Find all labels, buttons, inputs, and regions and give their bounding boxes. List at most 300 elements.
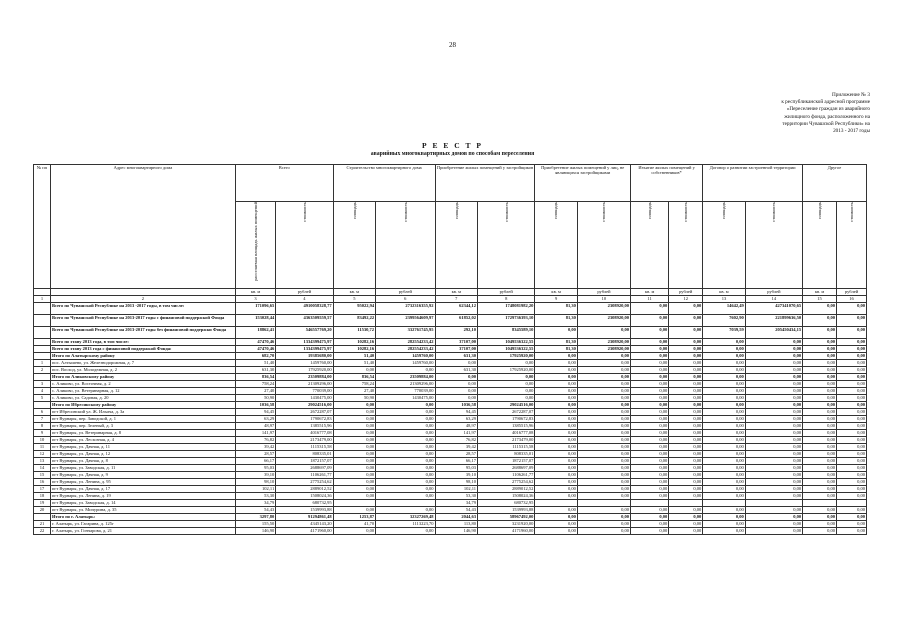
subheader-cell: площадь [435,202,477,289]
table-cell: 0,00 [803,423,837,430]
table-cell: 0,00 [703,339,745,346]
table-cell: 0,00 [669,303,703,315]
table-cell: 0,00 [745,409,802,416]
table-cell: 13 [34,458,51,465]
table-cell: 0,00 [803,479,837,486]
table-cell: Итого по г. Алатырь: [50,514,235,521]
table-cell: 0,00 [703,388,745,395]
table-cell: 0,00 [630,507,668,514]
table-cell: 0,00 [703,479,745,486]
table-cell: 23509884,00 [376,374,435,381]
page-number: 28 [449,41,456,49]
table-row [34,437,867,444]
table-cell: 4016777,08 [276,430,333,437]
table-cell: 0,00 [577,528,630,535]
table-cell: 37107,00 [435,339,477,346]
table-cell: 0,00 [535,416,577,423]
table-cell: 21309296,00 [276,381,333,388]
table-cell: 50,90 [333,395,375,402]
table-cell: 0,00 [803,374,837,381]
table-cell: 680732,95 [478,500,535,507]
table-cell: 0,00 [535,479,577,486]
table-cell: 0,00 [333,507,375,514]
table-cell: 0,00 [803,465,837,472]
table-cell: 113,80 [435,521,477,528]
table-cell: 0,00 [803,444,837,451]
table-cell: 98,10 [435,479,477,486]
appendix-line: территории Чувашской Республики» на [782,120,870,127]
table-cell [34,353,51,360]
table-cell: 10 [34,437,51,444]
table-cell: 0,00 [703,346,745,353]
table-cell: 0,00 [703,430,745,437]
table-cell: 0,00 [837,437,867,444]
table-cell: 81,30 [535,303,577,315]
table-cell: 0,00 [577,444,630,451]
table-cell: 0,00 [837,472,867,479]
table-cell: 1106261,77 [276,472,333,479]
table-cell: 0,00 [478,360,535,367]
table-cell: 1334399475,97 [276,346,333,353]
table-cell: 0,00 [577,423,630,430]
registry-table [33,164,867,535]
table-cell: кв. м [535,289,577,296]
table-cell: 0,00 [803,521,837,528]
table-cell: 1508024,36 [276,493,333,500]
table-cell: кв. м [703,289,745,296]
table-cell: 0,00 [376,402,435,409]
table-cell: 0,00 [703,458,745,465]
table-cell: 2889012,52 [478,486,535,493]
table-cell: г. Алатырь, ул. Гагарина, д. 125г [50,521,235,528]
table-cell: 0,00 [745,374,802,381]
table-cell: пос. Алтышево, ул. Железнодорожная, д. 7 [50,360,235,367]
subheader-cell: стоимость [276,202,333,289]
appendix-note [690,92,870,135]
table-cell: 5 [333,296,375,303]
table-cell: Всего по этапу 2013 года, в том числе: [50,339,235,346]
table-cell: Всего по Чувашской Республике на 2013-2017 годы с финансовой поддержкой Фонда [50,315,235,327]
table-cell: кв. м [630,289,668,296]
table-cell [34,339,51,346]
table-cell: 0,00 [669,409,703,416]
table-cell: 0,00 [630,514,668,521]
table-cell: 39,10 [435,472,477,479]
table-row [34,479,867,486]
table-cell: 0,00 [669,521,703,528]
table-cell: 0,00 [535,402,577,409]
table-cell: 83492,22 [333,315,375,327]
table-cell: 66,17 [235,458,275,465]
table-cell: 14 [34,465,51,472]
table-cell: 41,70 [333,521,375,528]
table-cell: 631,30 [435,353,477,360]
table-cell: 0,00 [630,458,668,465]
table-cell: 0,00 [703,374,745,381]
table-cell: 0,00 [535,327,577,339]
table-cell: 102,11 [435,486,477,493]
table-cell: 0,00 [577,353,630,360]
table-cell: 146,90 [235,528,275,535]
table-cell: 0,00 [333,458,375,465]
table-cell: рублей [837,289,867,296]
table-cell: рублей [276,289,333,296]
table-cell: 4910058328,77 [276,303,333,315]
table-cell: Всего по этапу 2013 года с финансовой поддержкой Фонда: [50,346,235,353]
table-cell: 0,00 [577,472,630,479]
col-header-total: Всего [235,165,333,202]
table-cell: 2889012,52 [276,486,333,493]
table-row [34,500,867,507]
table-cell: 1049536322,55 [478,346,535,353]
table-cell: 0,00 [333,493,375,500]
table-cell: 0,00 [703,493,745,500]
table-cell: 7602,90 [703,315,745,327]
table-cell: 0,00 [630,388,668,395]
table-cell: 0,00 [745,479,802,486]
col-header-other: Другое [803,165,867,202]
table-cell: пгт Вурнары, ул. Заводская, д. 11 [50,465,235,472]
table-cell: 1385515,96 [478,423,535,430]
table-cell: 0,00 [630,423,668,430]
table-cell: 0,00 [745,395,802,402]
table-cell: 0,00 [669,479,703,486]
table-cell [630,500,668,507]
table-cell: 14642,49 [703,303,745,315]
table-cell: 23509884,00 [276,374,333,381]
table-cell: 0,00 [669,451,703,458]
table-cell: пгт Вурнары, ул. Дачная, д. 12 [50,451,235,458]
table-cell: 682,70 [235,353,275,360]
table-cell: 0,00 [630,339,668,346]
table-cell: 0,00 [803,486,837,493]
table-cell: 0,00 [837,423,867,430]
table-cell: 0,00 [669,430,703,437]
table-cell: 48,97 [235,423,275,430]
table-cell: 17925920,00 [478,353,535,360]
table-cell: 0,00 [703,360,745,367]
table-cell: 0,00 [669,465,703,472]
table-cell: 2173479,00 [478,437,535,444]
table-cell: 0,00 [577,521,630,528]
table-cell: 94,45 [235,409,275,416]
table-cell: 2173479,00 [276,437,333,444]
table-cell: 1872157,07 [276,458,333,465]
table-cell: 221899636,50 [745,315,802,327]
table-cell [34,402,51,409]
table-cell: 0,00 [803,360,837,367]
subheader-cell: стоимость [745,202,802,289]
table-cell [34,374,51,381]
table-cell: 0,00 [333,437,375,444]
table-cell: Итого по Аликовскому району [50,374,235,381]
table-cell: 21309296,00 [376,381,435,388]
table-cell: 0,00 [837,486,867,493]
table-cell: 0,00 [669,367,703,374]
table-cell: 95,03 [235,465,275,472]
table-cell: 0,00 [803,303,837,315]
table-cell: 0,00 [703,353,745,360]
table-cell: 1748081982,20 [478,303,535,315]
table-row [34,521,867,528]
table-cell: 10282,16 [333,346,375,353]
table-cell: 0,00 [745,493,802,500]
table-cell: 15 [34,472,51,479]
table-cell: 0,00 [535,409,577,416]
table-cell: 0,00 [837,374,867,381]
table-row [34,486,867,493]
table-cell: 3231920,00 [478,521,535,528]
table-cell: 27,40 [333,388,375,395]
subheader-cell: стоимость [376,202,435,289]
table-cell: кв. м [803,289,837,296]
table-cell: 47470,46 [235,346,275,353]
table-cell: г. Алатырь, ул. Гончарова, д. 21 [50,528,235,535]
table-cell: 2308920,00 [577,315,630,327]
table-cell: 0,00 [669,437,703,444]
table-cell [703,500,745,507]
table-cell: 12 [669,296,703,303]
table-cell: 0,00 [577,374,630,381]
table-cell: 81,30 [535,339,577,346]
table-cell: 0,00 [703,521,745,528]
table-cell: 0,00 [745,486,802,493]
table-row [34,388,867,395]
table-cell: 0,00 [837,339,867,346]
table-cell: 0,00 [745,339,802,346]
table-row [34,493,867,500]
table-cell: 17925920,00 [276,367,333,374]
units-row [34,289,867,296]
table-cell: 0,00 [837,353,867,360]
table-cell: 1 [34,296,51,303]
table-cell: 0,00 [535,486,577,493]
table-cell: 0,00 [630,395,668,402]
table-cell: 4171960,00 [276,528,333,535]
table-cell: 0,00 [376,507,435,514]
table-cell: 3297,80 [235,514,275,521]
table-row [34,303,867,315]
table-cell: 0,00 [745,472,802,479]
table-cell: 0,00 [535,521,577,528]
table-cell: 0,00 [745,402,802,409]
table-row [34,409,867,416]
table-cell: 2732316355,92 [376,303,435,315]
table-cell: 0,00 [669,507,703,514]
table-cell: 0,00 [577,514,630,521]
table-cell: 0,00 [630,437,668,444]
table-row [34,353,867,360]
table-cell: кв. м [435,289,477,296]
subheader-cell: расселяемая площадь жилых помещений [235,202,275,289]
table-cell: 63,29 [435,416,477,423]
table-cell: пгт Вурнары, ул. Дачная, д. 11 [50,444,235,451]
table-cell: 19 [34,500,51,507]
table-cell: 14 [745,296,802,303]
table-cell: 0,00 [803,514,837,521]
table-cell: 0,00 [669,416,703,423]
table-row [34,465,867,472]
table-cell: Всего по Чувашской Республике на 2013-2017 годы без финансовой поддержки Фонда [50,327,235,339]
table-row [34,395,867,402]
table-cell: 0,00 [669,360,703,367]
table-cell: 0,00 [376,423,435,430]
table-cell: рублей [376,289,435,296]
table-cell: 0,00 [703,409,745,416]
table-cell: 0,00 [535,465,577,472]
table-body [34,289,867,535]
table-cell: 1113223,70 [376,521,435,528]
table-cell: 0,00 [630,451,668,458]
col-header-construction: Строительство многоквартирного дома [333,165,435,202]
table-cell: 0,00 [577,327,630,339]
table-cell: пгт Вурнары, ул. Дачная, д. 8 [50,458,235,465]
table-cell: 0,00 [803,367,837,374]
table-cell: 0,00 [376,444,435,451]
table-cell: 1115315,58 [276,444,333,451]
table-cell: 758,24 [333,381,375,388]
table-cell: пгт Вурнары, ул. Ленина, д. 95 [50,479,235,486]
table-cell: 0,00 [745,507,802,514]
table-cell: 546557769,20 [276,327,333,339]
table-cell [803,500,837,507]
table-cell: 2 [34,367,51,374]
table-cell: 0,00 [577,395,630,402]
table-cell: 758,24 [235,381,275,388]
table-cell: 6 [376,296,435,303]
table-cell: 2399564609,97 [376,315,435,327]
table-cell: 0,00 [435,374,477,381]
table-cell: 54,43 [235,507,275,514]
table-cell: 0,00 [630,528,668,535]
table-cell: 0,00 [745,430,802,437]
table-cell: 0,00 [630,346,668,353]
table-cell: 836,54 [235,374,275,381]
table-cell: 4016777,08 [478,430,535,437]
table-cell [837,500,867,507]
table-cell: 1430475,00 [376,395,435,402]
table-cell: 47470,46 [235,339,275,346]
table-cell: 0,00 [669,514,703,521]
table-cell: 0,00 [535,367,577,374]
table-cell: с. Аликово, ул. Восточная, д. 2 [50,381,235,388]
table-cell: 0,00 [535,458,577,465]
table-cell: 28,57 [235,451,275,458]
col-header-redemption: Изъятие жилых помещений у собственников* [630,165,702,202]
table-cell: 0,00 [577,458,630,465]
table-cell: 0,00 [630,521,668,528]
table-cell: 81,30 [535,315,577,327]
table-cell: 0,00 [577,360,630,367]
table-cell: 0,00 [535,514,577,521]
table-cell [34,346,51,353]
table-cell: 0,00 [630,360,668,367]
table-cell: 1539993,88 [276,507,333,514]
table-cell: 0,00 [535,437,577,444]
table-cell: 282554233,42 [376,346,435,353]
appendix-line: 2013 - 2017 годы [833,128,870,135]
table-cell: 0,00 [535,423,577,430]
subheader-cell: площадь [535,202,577,289]
table-cell: 0,00 [669,444,703,451]
table-cell: 51,40 [235,360,275,367]
table-cell: 0,00 [535,395,577,402]
table-cell: 17925920,00 [478,367,535,374]
table-cell: 0,00 [837,381,867,388]
table-cell: 141,97 [235,430,275,437]
table-cell: 0,00 [669,493,703,500]
table-cell: 0,00 [703,416,745,423]
table-cell: 0,00 [435,381,477,388]
table-cell: 63,29 [235,416,275,423]
appendix-line: Приложение № 3 [832,92,870,98]
table-cell: 18 [34,493,51,500]
table-cell: 0,00 [478,388,535,395]
table-cell: 39,42 [235,444,275,451]
table-cell: 0,00 [669,353,703,360]
table-cell: 0,00 [703,444,745,451]
table-cell: 2775254,62 [276,479,333,486]
table-cell: 0,00 [376,367,435,374]
table-cell: 50,90 [235,395,275,402]
table-cell [34,303,51,315]
table-cell: Всего по Чувашской Республике на 2013 -2017 годы, в том числе: [50,303,235,315]
table-cell: 32327269,48 [376,514,435,521]
table-cell: 29024516,00 [478,402,535,409]
table-cell: 0,00 [630,381,668,388]
table-row [34,444,867,451]
table-cell: пгт Вурнары, ул. Дачная, д. 9 [50,472,235,479]
table-cell: 0,00 [333,465,375,472]
table-row [34,402,867,409]
table-cell: 1334399475,97 [276,339,333,346]
table-cell: 0,00 [703,528,745,535]
table-cell: 0,00 [535,381,577,388]
table-cell: 0,00 [837,388,867,395]
table-cell: 18862,41 [235,327,275,339]
col-header-purchase-developers: Приобретение жилых помещений у застройщиков [435,165,535,202]
table-row [34,327,867,339]
table-cell: 16 [837,296,867,303]
table-cell: 4363509559,57 [276,315,333,327]
table-cell: 0,00 [837,303,867,315]
table-cell: 0,00 [669,381,703,388]
table-cell: 0,00 [703,465,745,472]
table-cell: 29024516,00 [276,402,333,409]
table-cell: 0,00 [577,437,630,444]
table-cell: 0,00 [577,507,630,514]
table-cell: 2308920,00 [577,303,630,315]
table-cell: 0,00 [837,507,867,514]
table-cell: 0,00 [333,416,375,423]
table-cell: 141,97 [435,430,477,437]
table-cell: 10282,16 [333,339,375,346]
table-cell [376,500,435,507]
table-cell: 22 [34,528,51,535]
table-cell: 0,00 [703,395,745,402]
table-cell: 292,10 [435,327,477,339]
table-cell: 0,00 [745,353,802,360]
table-cell: 0,00 [376,493,435,500]
document-title: Р Е Е С Т Р [422,141,483,150]
table-cell: 20 [34,507,51,514]
table-cell: 0,00 [703,423,745,430]
table-cell: 0,00 [577,465,630,472]
table-cell: 3 [34,381,51,388]
table-cell: 1115315,58 [478,444,535,451]
table-row [34,472,867,479]
table-cell: 2672287,07 [276,409,333,416]
